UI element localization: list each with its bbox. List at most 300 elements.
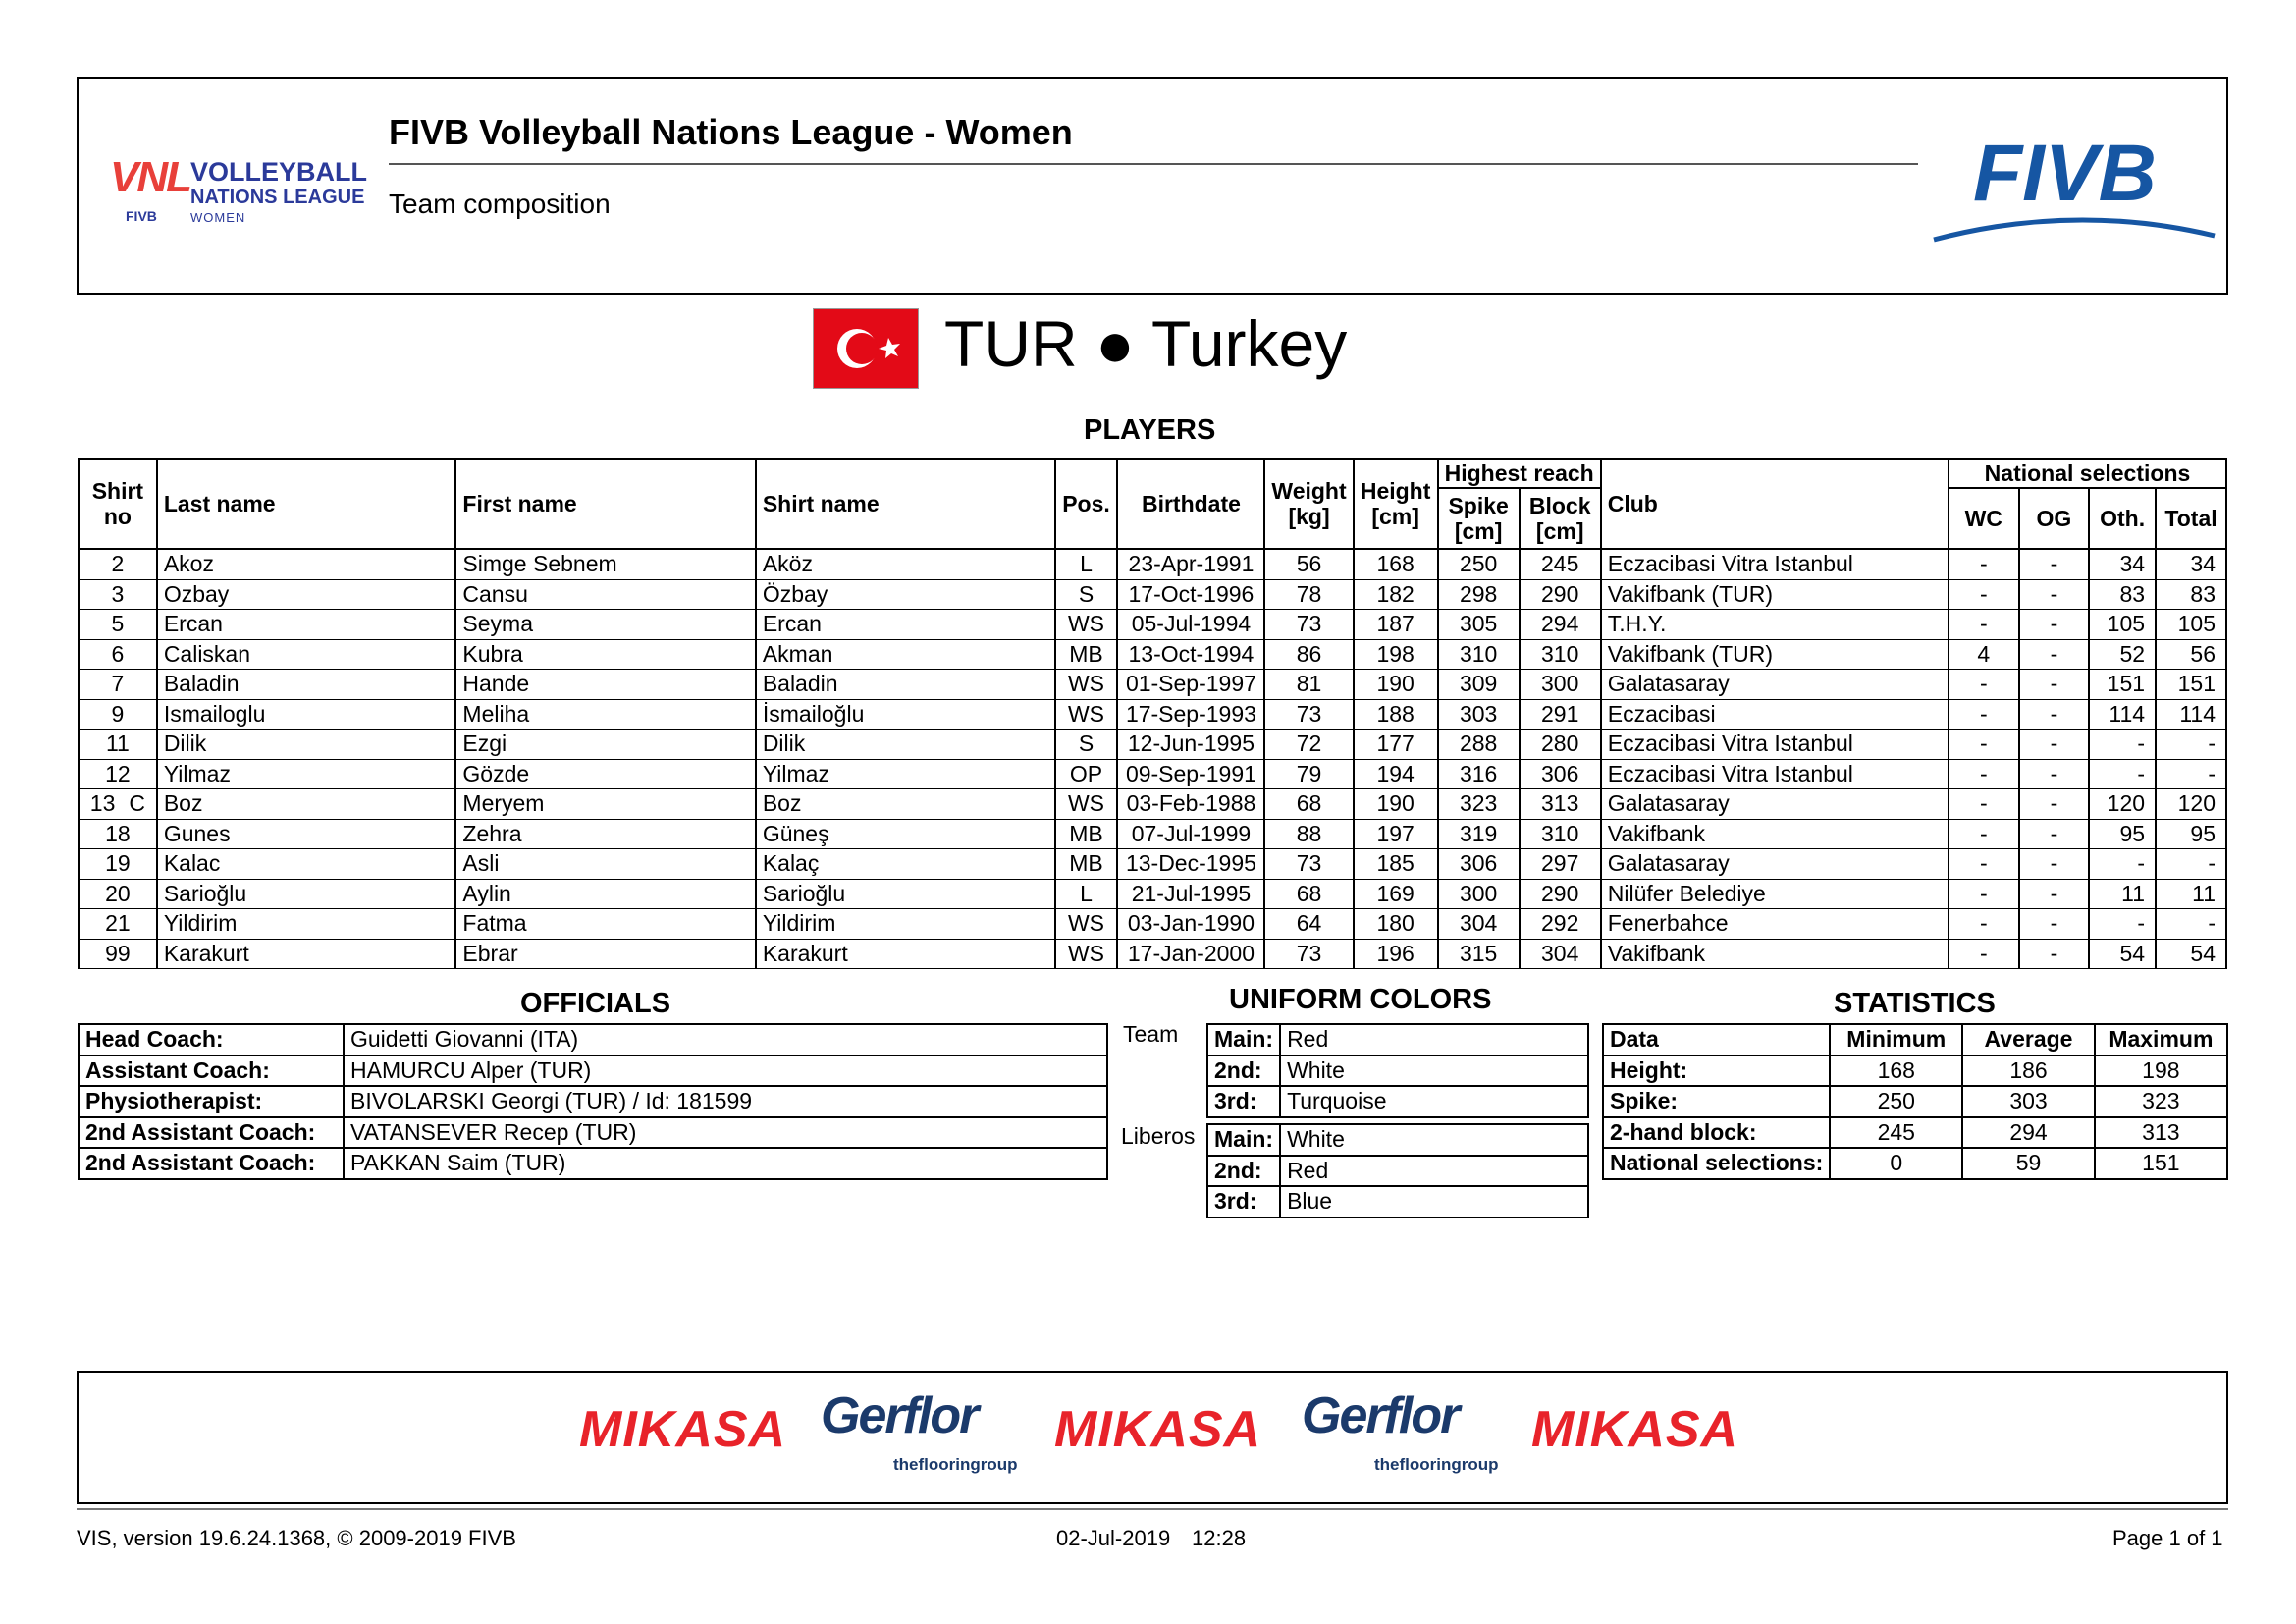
first-name-cell: Seyma: [455, 610, 755, 640]
footer-time: 12:28: [1192, 1526, 1247, 1550]
oth-cell: -: [2089, 759, 2156, 789]
team-title: TUR ● Turkey: [944, 307, 1348, 380]
table-row: [79, 549, 2226, 579]
shirt-no: 7: [111, 671, 125, 697]
shirt-no: 6: [111, 640, 125, 667]
spike-cell: 309: [1438, 670, 1520, 700]
official-role: 2nd Assistant Coach:: [79, 1117, 344, 1149]
shirt-name-cell: Akman: [756, 639, 1055, 670]
uniform-color: Turquoise: [1280, 1086, 1588, 1117]
block-cell: 313: [1520, 789, 1601, 820]
stats-label: Spike:: [1603, 1086, 1830, 1117]
block-cell: 294: [1520, 610, 1601, 640]
fivb-logo: [1928, 118, 2222, 245]
og-cell: -: [2019, 819, 2090, 849]
shirt-no-cell: [79, 819, 157, 849]
shirt-no: 2: [111, 551, 125, 577]
official-role: Assistant Coach:: [79, 1056, 344, 1087]
club-cell: Galatasaray: [1601, 670, 1949, 700]
players-table: [78, 458, 2227, 969]
total-cell: 151: [2156, 670, 2226, 700]
col-pos: Pos.: [1055, 459, 1118, 549]
wc-cell: -: [1949, 579, 2019, 610]
officials-table: [78, 1023, 1108, 1180]
oth-cell: 34: [2089, 549, 2156, 579]
uniform-color: White: [1280, 1056, 1588, 1087]
spike-cell: 288: [1438, 730, 1520, 760]
birthdate-cell: 13-Dec-1995: [1117, 849, 1264, 880]
total-cell: 11: [2156, 879, 2226, 909]
weight-cell: 73: [1264, 610, 1353, 640]
uniform-liberos-label: Liberos: [1121, 1123, 1196, 1149]
oth-cell: 83: [2089, 579, 2156, 610]
wc-cell: -: [1949, 730, 2019, 760]
table-row: [79, 849, 2226, 880]
og-cell: -: [2019, 670, 2090, 700]
position-cell: MB: [1055, 639, 1118, 670]
shirt-no: 12: [105, 760, 131, 786]
shirt-name-cell: Boz: [756, 789, 1055, 820]
shirt-no: 19: [105, 850, 131, 877]
uniform-team-label: Team: [1123, 1021, 1179, 1047]
total-cell: -: [2156, 759, 2226, 789]
col-oth: Oth.: [2089, 488, 2156, 549]
stats-header-data: Data: [1603, 1024, 1830, 1056]
weight-cell: 88: [1264, 819, 1353, 849]
block-cell: 292: [1520, 909, 1601, 940]
club-cell: Vakifbank (TUR): [1601, 639, 1949, 670]
stats-min: 168: [1830, 1056, 1962, 1087]
birthdate-cell: 03-Feb-1988: [1117, 789, 1264, 820]
position-cell: L: [1055, 879, 1118, 909]
last-name-cell: Baladin: [157, 670, 456, 700]
header-box: [77, 77, 2228, 295]
col-birthdate: Birthdate: [1117, 459, 1264, 549]
club-cell: Galatasaray: [1601, 789, 1949, 820]
club-cell: Nilüfer Belediye: [1601, 879, 1949, 909]
first-name-cell: Ezgi: [455, 730, 755, 760]
table-row: [79, 639, 2226, 670]
gerflor-logo: Gerflor: [1302, 1387, 1459, 1444]
position-cell: MB: [1055, 849, 1118, 880]
shirt-name-cell: Özbay: [756, 579, 1055, 610]
shirt-no: 5: [111, 611, 125, 637]
birthdate-cell: 12-Jun-1995: [1117, 730, 1264, 760]
stats-avg: 59: [1962, 1148, 2094, 1179]
uniform-color: White: [1280, 1124, 1588, 1156]
wc-cell: -: [1949, 699, 2019, 730]
oth-cell: 151: [2089, 670, 2156, 700]
position-cell: WS: [1055, 789, 1118, 820]
total-cell: 95: [2156, 819, 2226, 849]
uniform-label: 3rd:: [1207, 1086, 1280, 1117]
first-name-cell: Meryem: [455, 789, 755, 820]
last-name-cell: Ozbay: [157, 579, 456, 610]
uniform-label: 3rd:: [1207, 1186, 1280, 1218]
birthdate-cell: 21-Jul-1995: [1117, 879, 1264, 909]
uniform-row: [1207, 1156, 1588, 1187]
oth-cell: -: [2089, 849, 2156, 880]
wc-cell: -: [1949, 879, 2019, 909]
shirt-no-cell: [79, 879, 157, 909]
oth-cell: -: [2089, 730, 2156, 760]
total-cell: 83: [2156, 579, 2226, 610]
weight-cell: 72: [1264, 730, 1353, 760]
weight-cell: 81: [1264, 670, 1353, 700]
last-name-cell: Akoz: [157, 549, 456, 579]
uniform-label: Main:: [1207, 1124, 1280, 1156]
last-name-cell: Ismailoglu: [157, 699, 456, 730]
uniform-team-table: [1206, 1023, 1589, 1118]
col-shirt-no: Shirt no: [79, 459, 157, 549]
wc-cell: 4: [1949, 639, 2019, 670]
first-name-cell: Meliha: [455, 699, 755, 730]
uniform-color: Blue: [1280, 1186, 1588, 1218]
page-title: FIVB Volleyball Nations League - Women: [389, 112, 1073, 152]
position-cell: WS: [1055, 670, 1118, 700]
height-cell: 194: [1354, 759, 1438, 789]
table-row: [79, 670, 2226, 700]
shirt-name-cell: Güneş: [756, 819, 1055, 849]
stats-header-min: Minimum: [1830, 1024, 1962, 1056]
position-cell: WS: [1055, 939, 1118, 969]
uniform-label: Main:: [1207, 1024, 1280, 1056]
stats-label: 2-hand block:: [1603, 1117, 1830, 1149]
official-name: PAKKAN Saim (TUR): [344, 1148, 1107, 1179]
spike-cell: 300: [1438, 879, 1520, 909]
club-cell: Eczacibasi Vitra Istanbul: [1601, 549, 1949, 579]
spike-cell: 298: [1438, 579, 1520, 610]
stats-avg: 186: [1962, 1056, 2094, 1087]
stats-row: [1603, 1086, 2227, 1117]
shirt-name-cell: Kalaç: [756, 849, 1055, 880]
col-block: Block [cm]: [1520, 488, 1601, 549]
last-name-cell: Karakurt: [157, 939, 456, 969]
shirt-no: 3: [111, 580, 125, 607]
mikasa-logo: MIKASA: [1054, 1401, 1262, 1458]
last-name-cell: Gunes: [157, 819, 456, 849]
official-row: [79, 1024, 1107, 1056]
spike-cell: 306: [1438, 849, 1520, 880]
statistics-title: STATISTICS: [1834, 988, 1996, 1019]
shirt-no-cell: [79, 610, 157, 640]
club-cell: Galatasaray: [1601, 849, 1949, 880]
spike-cell: 304: [1438, 909, 1520, 940]
col-last-name: Last name: [157, 459, 456, 549]
wc-cell: -: [1949, 789, 2019, 820]
official-role: 2nd Assistant Coach:: [79, 1148, 344, 1179]
wc-cell: -: [1949, 849, 2019, 880]
block-cell: 304: [1520, 939, 1601, 969]
oth-cell: 11: [2089, 879, 2156, 909]
height-cell: 169: [1354, 879, 1438, 909]
position-cell: S: [1055, 730, 1118, 760]
gerflor-tagline: theflooringroup: [1374, 1455, 1499, 1474]
vnl-logo-line3: WOMEN: [190, 210, 246, 225]
weight-cell: 73: [1264, 849, 1353, 880]
og-cell: -: [2019, 579, 2090, 610]
first-name-cell: Simge Sebnem: [455, 549, 755, 579]
height-cell: 190: [1354, 789, 1438, 820]
first-name-cell: Ebrar: [455, 939, 755, 969]
height-cell: 187: [1354, 610, 1438, 640]
birthdate-cell: 09-Sep-1991: [1117, 759, 1264, 789]
page-subtitle: Team composition: [389, 189, 611, 219]
mikasa-logo: MIKASA: [1531, 1401, 1739, 1458]
uniform-label: 2nd:: [1207, 1156, 1280, 1187]
table-row: [79, 879, 2226, 909]
weight-cell: 68: [1264, 789, 1353, 820]
shirt-no-cell: [79, 789, 157, 820]
mikasa-logo: MIKASA: [579, 1401, 787, 1458]
stats-header-avg: Average: [1962, 1024, 2094, 1056]
uniform-color: Red: [1280, 1156, 1588, 1187]
position-cell: WS: [1055, 699, 1118, 730]
spike-cell: 310: [1438, 639, 1520, 670]
shirt-name-cell: Yildirim: [756, 909, 1055, 940]
position-cell: S: [1055, 579, 1118, 610]
col-club: Club: [1601, 459, 1949, 549]
club-cell: Vakifbank: [1601, 939, 1949, 969]
shirt-no-cell: [79, 849, 157, 880]
shirt-no: 21: [105, 910, 131, 937]
sponsor-banner: [77, 1371, 2228, 1504]
players-title: PLAYERS: [1084, 414, 1216, 446]
weight-cell: 86: [1264, 639, 1353, 670]
wc-cell: -: [1949, 909, 2019, 940]
shirt-no-cell: [79, 639, 157, 670]
shirt-no: 13: [89, 790, 116, 817]
shirt-no-cell: [79, 670, 157, 700]
footer-page: Page 1 of 1: [2112, 1526, 2223, 1550]
last-name-cell: Sarioğlu: [157, 879, 456, 909]
official-row: [79, 1148, 1107, 1179]
oth-cell: 54: [2089, 939, 2156, 969]
weight-cell: 73: [1264, 699, 1353, 730]
official-name: Guidetti Giovanni (ITA): [344, 1024, 1107, 1056]
wc-cell: -: [1949, 670, 2019, 700]
total-cell: 34: [2156, 549, 2226, 579]
oth-cell: 105: [2089, 610, 2156, 640]
weight-cell: 68: [1264, 879, 1353, 909]
shirt-name-cell: Yilmaz: [756, 759, 1055, 789]
official-row: [79, 1117, 1107, 1149]
shirt-name-cell: Baladin: [756, 670, 1055, 700]
club-cell: Eczacibasi Vitra Istanbul: [1601, 759, 1949, 789]
birthdate-cell: 13-Oct-1994: [1117, 639, 1264, 670]
footer-version: VIS, version 19.6.24.1368, © 2009-2019 FIVB: [77, 1526, 516, 1550]
table-row: [79, 730, 2226, 760]
og-cell: -: [2019, 699, 2090, 730]
height-cell: 182: [1354, 579, 1438, 610]
uniform-row: [1207, 1086, 1588, 1117]
total-cell: -: [2156, 849, 2226, 880]
first-name-cell: Kubra: [455, 639, 755, 670]
table-row: [79, 579, 2226, 610]
table-row: [79, 909, 2226, 940]
stats-max: 198: [2095, 1056, 2227, 1087]
club-cell: Eczacibasi Vitra Istanbul: [1601, 730, 1949, 760]
spike-cell: 250: [1438, 549, 1520, 579]
stats-min: 0: [1830, 1148, 1962, 1179]
stats-max: 313: [2095, 1117, 2227, 1149]
uniform-row: [1207, 1056, 1588, 1087]
height-cell: 177: [1354, 730, 1438, 760]
position-cell: L: [1055, 549, 1118, 579]
uniform-liberos-table: [1206, 1123, 1589, 1218]
last-name-cell: Dilik: [157, 730, 456, 760]
shirt-no: 20: [105, 880, 131, 906]
birthdate-cell: 23-Apr-1991: [1117, 549, 1264, 579]
first-name-cell: Cansu: [455, 579, 755, 610]
captain-badge: C: [129, 790, 146, 817]
spike-cell: 316: [1438, 759, 1520, 789]
og-cell: -: [2019, 610, 2090, 640]
height-cell: 198: [1354, 639, 1438, 670]
og-cell: -: [2019, 849, 2090, 880]
total-cell: 105: [2156, 610, 2226, 640]
og-cell: -: [2019, 730, 2090, 760]
col-height: Height [cm]: [1354, 459, 1438, 549]
official-row: [79, 1086, 1107, 1117]
official-role: Physiotherapist:: [79, 1086, 344, 1117]
total-cell: -: [2156, 909, 2226, 940]
vnl-logo-fivb: FIVB: [126, 208, 157, 224]
turkey-flag-icon: [813, 308, 919, 389]
shirt-no: 99: [105, 940, 131, 966]
shirt-name-cell: Sarioğlu: [756, 879, 1055, 909]
block-cell: 290: [1520, 579, 1601, 610]
block-cell: 300: [1520, 670, 1601, 700]
shirt-no-cell: [79, 909, 157, 940]
height-cell: 188: [1354, 699, 1438, 730]
block-cell: 280: [1520, 730, 1601, 760]
weight-cell: 73: [1264, 939, 1353, 969]
stats-label: Height:: [1603, 1056, 1830, 1087]
weight-cell: 56: [1264, 549, 1353, 579]
stats-max: 323: [2095, 1086, 2227, 1117]
last-name-cell: Boz: [157, 789, 456, 820]
position-cell: WS: [1055, 909, 1118, 940]
table-row: [79, 789, 2226, 820]
club-cell: Eczacibasi: [1601, 699, 1949, 730]
og-cell: -: [2019, 939, 2090, 969]
uniform-row: [1207, 1124, 1588, 1156]
stats-max: 151: [2095, 1148, 2227, 1179]
col-spike: Spike [cm]: [1438, 488, 1520, 549]
birthdate-cell: 05-Jul-1994: [1117, 610, 1264, 640]
total-cell: 114: [2156, 699, 2226, 730]
stats-header-max: Maximum: [2095, 1024, 2227, 1056]
title-divider: [389, 163, 1918, 165]
total-cell: 120: [2156, 789, 2226, 820]
shirt-no-cell: [79, 759, 157, 789]
stats-min: 245: [1830, 1117, 1962, 1149]
stats-min: 250: [1830, 1086, 1962, 1117]
last-name-cell: Ercan: [157, 610, 456, 640]
shirt-no: 11: [105, 731, 130, 757]
official-row: [79, 1056, 1107, 1087]
wc-cell: -: [1949, 819, 2019, 849]
height-cell: 185: [1354, 849, 1438, 880]
last-name-cell: Kalac: [157, 849, 456, 880]
official-name: BIVOLARSKI Georgi (TUR) / Id: 181599: [344, 1086, 1107, 1117]
birthdate-cell: 17-Jan-2000: [1117, 939, 1264, 969]
stats-row: [1603, 1056, 2227, 1087]
shirt-no: 18: [105, 820, 131, 846]
stats-row: [1603, 1117, 2227, 1149]
shirt-name-cell: Aköz: [756, 549, 1055, 579]
first-name-cell: Zehra: [455, 819, 755, 849]
official-name: VATANSEVER Recep (TUR): [344, 1117, 1107, 1149]
fivb-logo-text: FIVB: [1973, 129, 2157, 218]
position-cell: OP: [1055, 759, 1118, 789]
stats-label: National selections:: [1603, 1148, 1830, 1179]
spike-cell: 319: [1438, 819, 1520, 849]
block-cell: 310: [1520, 639, 1601, 670]
birthdate-cell: 01-Sep-1997: [1117, 670, 1264, 700]
first-name-cell: Aylin: [455, 879, 755, 909]
shirt-no-cell: [79, 549, 157, 579]
total-cell: 54: [2156, 939, 2226, 969]
height-cell: 168: [1354, 549, 1438, 579]
wc-cell: -: [1949, 549, 2019, 579]
last-name-cell: Yildirim: [157, 909, 456, 940]
first-name-cell: Gözde: [455, 759, 755, 789]
wc-cell: -: [1949, 610, 2019, 640]
col-shirt-name: Shirt name: [756, 459, 1055, 549]
oth-cell: 95: [2089, 819, 2156, 849]
official-name: HAMURCU Alper (TUR): [344, 1056, 1107, 1087]
shirt-name-cell: Dilik: [756, 730, 1055, 760]
og-cell: -: [2019, 639, 2090, 670]
position-cell: MB: [1055, 819, 1118, 849]
last-name-cell: Yilmaz: [157, 759, 456, 789]
uniform-row: [1207, 1024, 1588, 1056]
shirt-name-cell: İsmailoğlu: [756, 699, 1055, 730]
weight-cell: 78: [1264, 579, 1353, 610]
shirt-name-cell: Karakurt: [756, 939, 1055, 969]
birthdate-cell: 03-Jan-1990: [1117, 909, 1264, 940]
weight-cell: 64: [1264, 909, 1353, 940]
vnl-logo-mark: VNL: [110, 153, 190, 201]
uniform-title: UNIFORM COLORS: [1229, 984, 1492, 1015]
total-cell: 56: [2156, 639, 2226, 670]
first-name-cell: Asli: [455, 849, 755, 880]
gerflor-logo: Gerflor: [821, 1387, 978, 1444]
og-cell: -: [2019, 759, 2090, 789]
officials-title: OFFICIALS: [520, 988, 671, 1019]
block-cell: 245: [1520, 549, 1601, 579]
last-name-cell: Caliskan: [157, 639, 456, 670]
birthdate-cell: 07-Jul-1999: [1117, 819, 1264, 849]
col-og: OG: [2019, 488, 2090, 549]
total-cell: -: [2156, 730, 2226, 760]
block-cell: 290: [1520, 879, 1601, 909]
table-row: [79, 759, 2226, 789]
og-cell: -: [2019, 909, 2090, 940]
height-cell: 180: [1354, 909, 1438, 940]
gerflor-tagline: theflooringroup: [893, 1455, 1018, 1474]
height-cell: 196: [1354, 939, 1438, 969]
col-highest-reach: Highest reach: [1438, 459, 1601, 488]
club-cell: Vakifbank: [1601, 819, 1949, 849]
stats-avg: 303: [1962, 1086, 2094, 1117]
shirt-no-cell: [79, 699, 157, 730]
og-cell: -: [2019, 879, 2090, 909]
footer-divider: [77, 1508, 2228, 1510]
wc-cell: -: [1949, 759, 2019, 789]
